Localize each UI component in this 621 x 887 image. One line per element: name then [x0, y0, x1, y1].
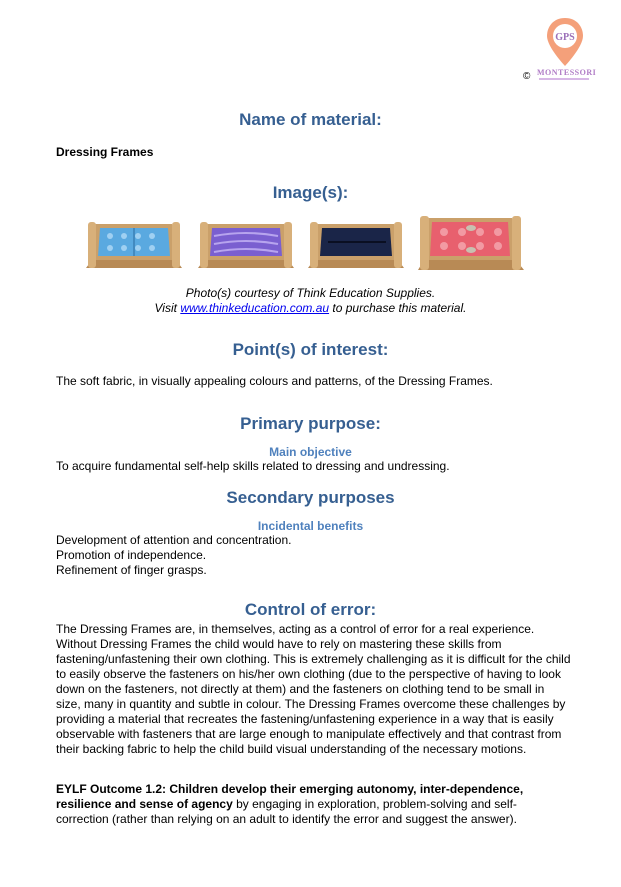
image-caption-line1: Photo(s) courtesy of Think Education Supplies.	[185, 286, 436, 300]
primary-subheading: Main objective	[269, 445, 352, 459]
secondary-item: Promotion of independence.	[56, 548, 207, 562]
name-heading: Name of material:	[239, 110, 382, 129]
secondary-subheading: Incidental benefits	[257, 519, 364, 533]
primary-heading: Primary purpose:	[240, 414, 381, 433]
dressing-frame-navy	[306, 216, 406, 276]
svg-text:GPS: GPS	[555, 32, 575, 43]
think-education-link[interactable]: www.thinkeducation.com.au	[180, 301, 330, 315]
interest-heading: Point(s) of interest:	[232, 340, 389, 359]
control-heading: Control of error:	[244, 600, 377, 619]
dressing-frame-blue	[84, 216, 184, 276]
eylf-outcome-body: by engaging in exploration, problem-solving and self-correction (rather than relying on an adult to identify the error and suggest the answer).	[56, 797, 517, 826]
logo-brand-text: MONTESSORI	[537, 68, 597, 77]
logo-tagline-line	[539, 78, 589, 80]
eylf-outcome	[56, 782, 556, 827]
secondary-item: Refinement of finger grasps.	[56, 563, 207, 577]
interest-text: The soft fabric, in visually appealing colours and patterns, of the Dressing Frames.	[56, 374, 493, 388]
dressing-frame-pink	[416, 212, 526, 278]
copyright-symbol: ©	[523, 71, 531, 82]
secondary-heading: Secondary purposes	[226, 488, 395, 507]
eylf-outcome-title: EYLF Outcome 1.2: Children develop their emerging autonomy, inter-dependence, resilience and sense of agency	[56, 782, 524, 811]
material-name: Dressing Frames	[56, 145, 154, 159]
image-caption-line2: Visit www.thinkeducation.com.au to purchase this material.	[154, 301, 467, 315]
images-heading: Image(s):	[272, 183, 349, 202]
secondary-item: Development of attention and concentration.	[56, 533, 292, 547]
control-text: The Dressing Frames are, in themselves, acting as a control of error for a real experience. Without Dressing Frames the child would have to rely on mastering these skills from fastening/unfastening their own clothing. This is extremely challenging as it is difficult for the child to easily observe the fasteners on his/her own clothing (due to the perspective of having to look down on the fasteners, not directly at them) and the fasteners on clothing tend to be small in size, many in quantity and subtle in colour. The Dressing Frames overcome these challenges by providing a material that recreates the fastening/unfastening experience in a way that is easily observable with fasteners that are large enough to manipulate effectively and that contrast from their backing fabric to help the child build visual understanding of the necessary motions.	[56, 622, 571, 756]
product-images	[84, 212, 534, 287]
dressing-frame-purple	[196, 216, 296, 276]
primary-text: To acquire fundamental self-help skills related to dressing and undressing.	[56, 459, 450, 473]
